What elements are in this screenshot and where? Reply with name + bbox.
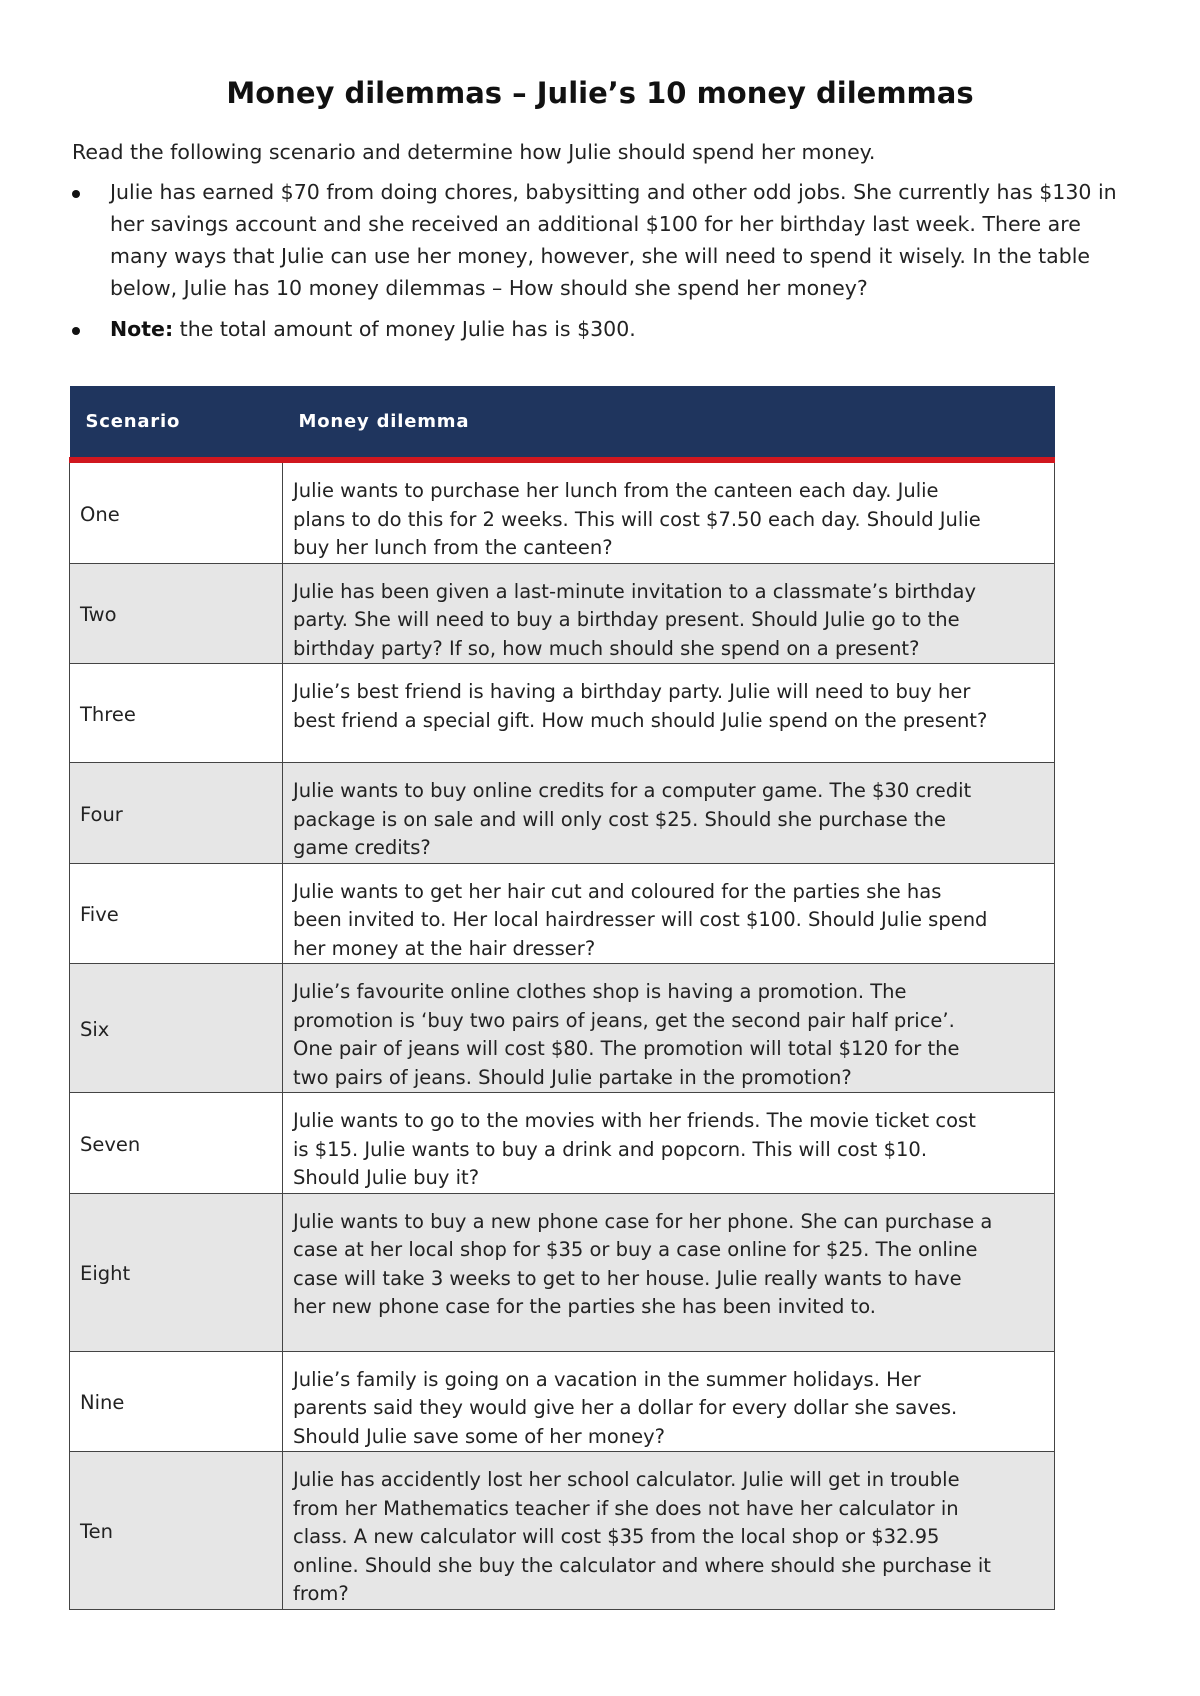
header-scenario: Scenario (70, 386, 283, 460)
table-row (70, 763, 1055, 864)
bullet-text: Julie has earned $70 from doing chores, babysitting and other odd jobs. She currently has $130 in her savings account and she received an additional $100 for her birthday last week. There are many ways that Julie can use her money, however, she will need to spend it wisely. In the table below, Julie has 10 money dilemmas – How should she spend her money? (110, 180, 1117, 300)
dilemma-cell: Julie wants to purchase her lunch from the canteen each day. Julie plans to do this for 2 weeks. This will cost $7.50 each day. Should Julie buy her lunch from the canteen? (283, 460, 1055, 563)
table-row (70, 563, 1055, 664)
table-row (70, 460, 1055, 563)
scenario-cell: Eight (70, 1193, 283, 1351)
scenario-cell: Nine (70, 1351, 283, 1452)
table-body (70, 460, 1055, 1609)
table-header-row (70, 386, 1055, 460)
table-row (70, 964, 1055, 1093)
header-money-dilemma: Money dilemma (283, 386, 1055, 460)
dilemma-cell: Julie’s family is going on a vacation in the summer holidays. Her parents said they would give her a dollar for every dollar she saves. Should Julie save some of her money? (283, 1351, 1055, 1452)
bullet-list (72, 176, 1142, 354)
dilemma-cell: Julie’s best friend is having a birthday party. Julie will need to buy her best friend a special gift. How much should Julie spend on the present? (283, 664, 1055, 763)
table-row (70, 664, 1055, 763)
table-row (70, 1351, 1055, 1452)
dilemma-cell: Julie’s favourite online clothes shop is having a promotion. The promotion is ‘buy two pairs of jeans, get the second pair half price’. One pair of jeans will cost $80. The promotion will total $120 for the two pairs of jeans. Should Julie partake in the promotion? (283, 964, 1055, 1093)
dilemma-cell: Julie wants to go to the movies with her friends. The movie ticket cost is $15. Julie wants to buy a drink and popcorn. This will cost $10. Should Julie buy it? (283, 1093, 1055, 1194)
scenario-cell: Three (70, 664, 283, 763)
scenario-cell: Seven (70, 1093, 283, 1194)
note-text: the total amount of money Julie has is $300. (173, 317, 636, 341)
scenario-cell: Six (70, 964, 283, 1093)
scenario-cell: One (70, 460, 283, 563)
bullet-item-scenario (72, 176, 1142, 304)
dilemma-cell: Julie has accidently lost her school calculator. Julie will get in trouble from her Mathematics teacher if she does not have her calculator in class. A new calculator will cost $35 from the local shop or $32.95 online. Should she buy the calculator and where should she purchase it from? (283, 1452, 1055, 1610)
dilemma-cell: Julie wants to get her hair cut and coloured for the parties she has been invited to. Her local hairdresser will cost $100. Should Julie spend her money at the hair dresser? (283, 863, 1055, 964)
dilemma-table (69, 386, 1055, 1610)
page-title: Money dilemmas – Julie’s 10 money dilemmas (226, 76, 974, 110)
bullet-icon (72, 190, 80, 198)
bullet-item-note (72, 313, 1142, 345)
note-label: Note: (110, 317, 174, 341)
scenario-cell: Four (70, 763, 283, 864)
bullet-icon (72, 327, 80, 335)
table-row (70, 1093, 1055, 1194)
dilemma-cell: Julie wants to buy online credits for a computer game. The $30 credit package is on sale and will only cost $25. Should she purchase the game credits? (283, 763, 1055, 864)
dilemma-cell: Julie has been given a last-minute invitation to a classmate’s birthday party. She will need to buy a birthday present. Should Julie go to the birthday party? If so, how much should she spend on a present? (283, 563, 1055, 664)
scenario-cell: Two (70, 563, 283, 664)
table-row (70, 1193, 1055, 1351)
table-row (70, 1452, 1055, 1610)
table-row (70, 863, 1055, 964)
scenario-cell: Ten (70, 1452, 283, 1610)
dilemma-cell: Julie wants to buy a new phone case for her phone. She can purchase a case at her local shop for $35 or buy a case online for $25. The online case will take 3 weeks to get to her house. Julie really wants to have her new phone case for the parties she has been invited to. (283, 1193, 1055, 1351)
intro-text: Read the following scenario and determine how Julie should spend her money. (72, 140, 876, 164)
dilemma-table-container (69, 386, 1054, 1610)
scenario-cell: Five (70, 863, 283, 964)
